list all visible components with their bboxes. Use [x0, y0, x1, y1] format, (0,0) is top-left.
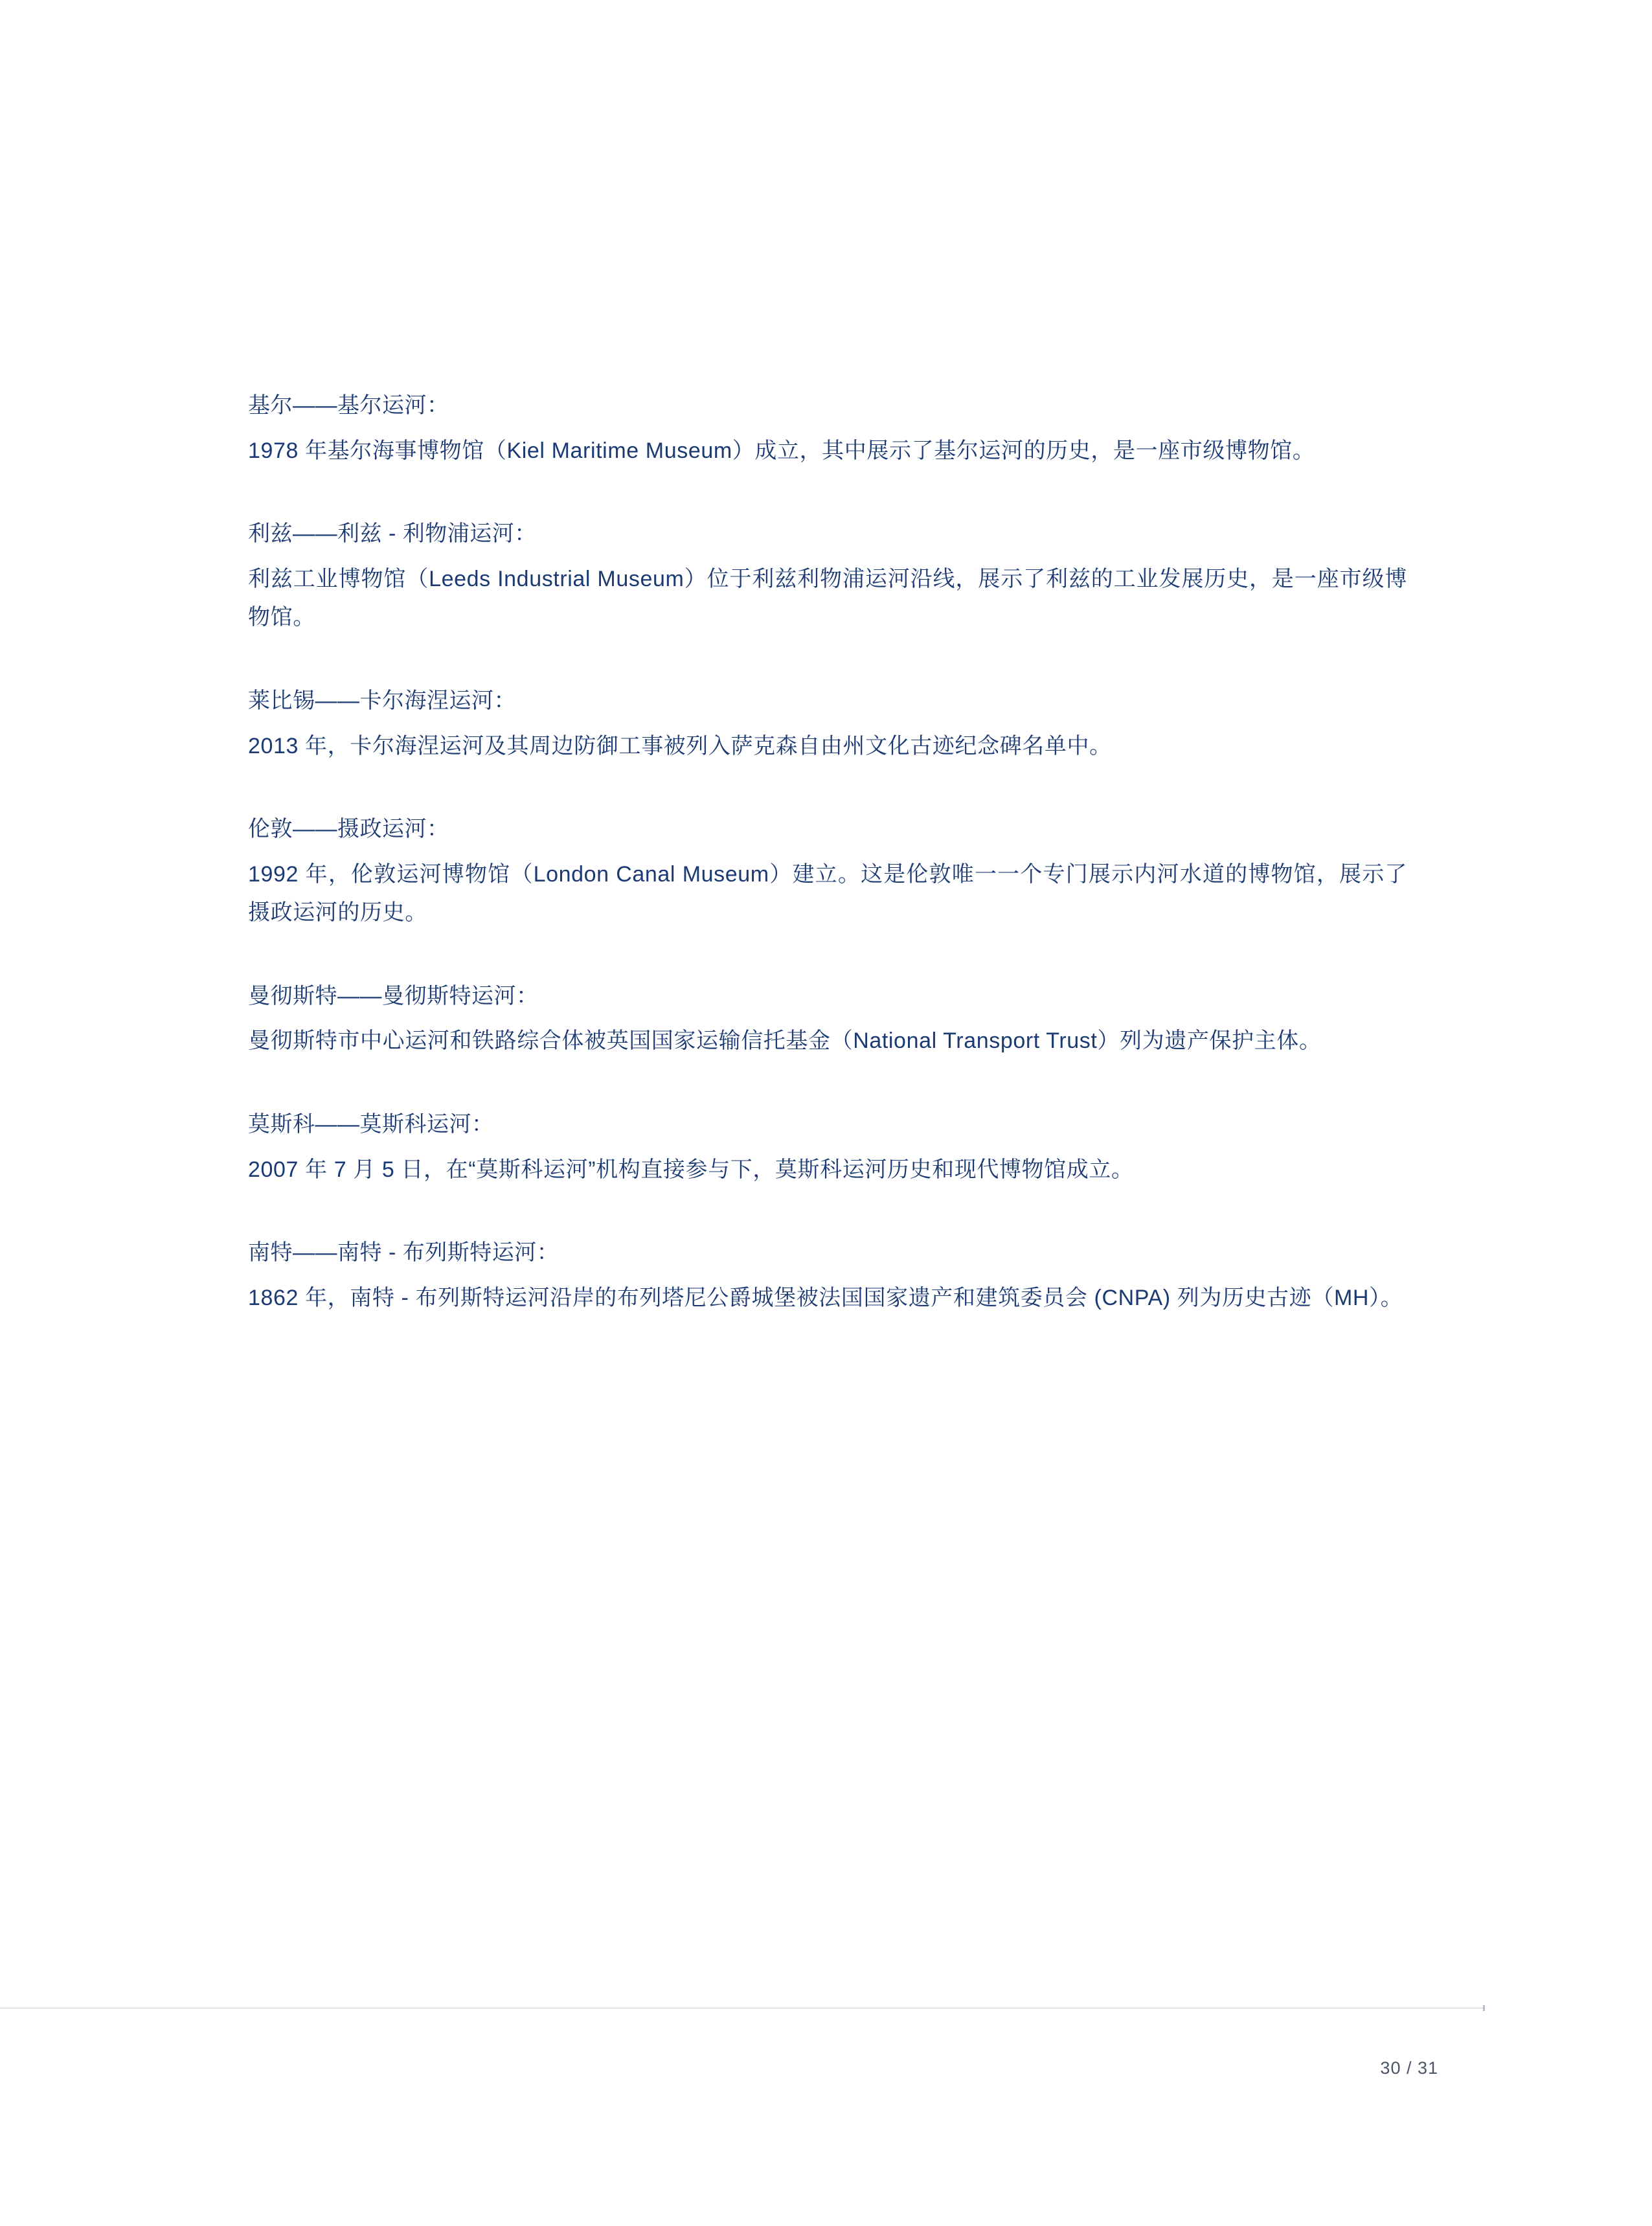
- entry-london: [248, 812, 1407, 933]
- entry-heading: 莫斯科——莫斯科运河：: [248, 1111, 494, 1137]
- entry-manchester: [248, 979, 1407, 1061]
- entry-heading: 莱比锡——卡尔海涅运河：: [248, 688, 516, 713]
- entry-body: 利兹工业博物馆（Leeds Industrial Museum）位于利兹利物浦运河沿线，展示了利兹的工业发展历史，是一座市级博物馆。: [248, 566, 1407, 630]
- entry-moscow: [248, 1107, 1407, 1189]
- entry-body: 曼彻斯特市中心运河和铁路综合体被英国国家运输信托基金（National Transport Trust）列为遗产保护主体。: [248, 1028, 1322, 1054]
- entry-body: 1978 年基尔海事博物馆（Kiel Maritime Museum）成立，其中展示了基尔运河的历史，是一座市级博物馆。: [248, 438, 1315, 463]
- entry-body: 1862 年，南特 - 布列斯特运河沿岸的布列塔尼公爵城堡被法国国家遗产和建筑委员会 (CNPA) 列为历史古迹（MH）。: [248, 1285, 1403, 1310]
- footer-tick-mark: [1483, 2005, 1485, 2011]
- entry-nantes: [248, 1236, 1407, 1317]
- entry-heading: 利兹——利兹 - 利物浦运河：: [248, 521, 537, 547]
- document-body: [248, 389, 1407, 1317]
- entry-heading: 南特——南特 - 布列斯特运河：: [248, 1240, 560, 1266]
- entry-leeds: [248, 517, 1407, 637]
- entry-body: 1992 年，伦敦运河博物馆（London Canal Museum）建立。这是伦敦唯一一个专门展示内河水道的博物馆，展示了摄政运河的历史。: [248, 861, 1407, 926]
- entry-heading: 曼彻斯特——曼彻斯特运河：: [248, 983, 539, 1008]
- page-number: 30 / 31: [1380, 2058, 1438, 2078]
- entry-heading: 伦敦——摄政运河：: [248, 817, 449, 842]
- entry-body: 2007 年 7 月 5 日，在“莫斯科运河”机构直接参与下，莫斯科运河历史和现代博物馆成立。: [248, 1157, 1134, 1182]
- entry-body: 2013 年，卡尔海涅运河及其周边防御工事被列入萨克森自由州文化古迹纪念碑名单中。: [248, 733, 1112, 758]
- entry-leipzig: [248, 684, 1407, 766]
- entry-heading: 基尔——基尔运河：: [248, 393, 449, 418]
- entry-kiel: [248, 389, 1407, 470]
